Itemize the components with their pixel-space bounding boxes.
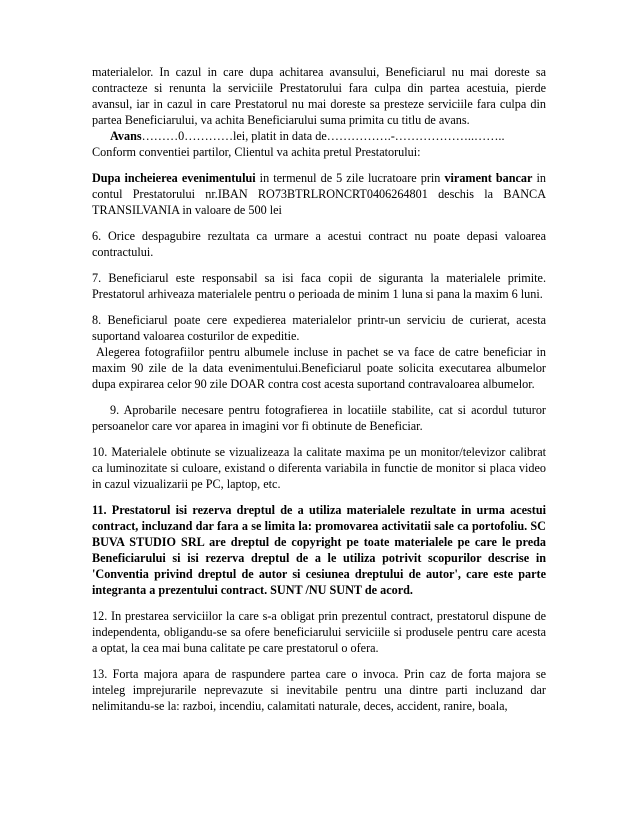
paragraph-conform: Conform conventiei partilor, Clientul va achita pretul Prestatorului: [92,145,421,159]
paragraph-9: 9. Aprobarile necesare pentru fotografierea in locatiile stabilite, cat si acordul tuturor persoanelor care vor aparea in imagini vor fi obtinute de Beneficiar. [92,403,546,433]
paragraph-10: 10. Materialele obtinute se vizualizeaza la calitate maxima pe un monitor/televizor calibrat ca luminozitate si culoare, existand o diferenta variabila in functie de monitor si placa video in cazul vizualizarii pe PC, laptop, etc. [92,445,546,491]
paragraph-8-albums: Alegerea fotografiilor pentru albumele incluse in pachet se va face de catre beneficiar in maxim 90 zile de la data evenimentului.Beneficiarul poate solicita executarea albumelor dupa expirarea celor 90 zile DOAR contra cost acesta suportand contravaloarea albumelor. [92,345,546,391]
paragraph-11-text: 11. Prestatorul isi rezerva dreptul de a utiliza materialele rezultate in urma acestui contract, incluzand dar fara a se limita la: promovarea activitatii sale ca portofoliu. SC BUVA STUDIO SRL are dreptul de copyright pe toate materialele pe care le preda Beneficiarului si isi rezerva dreptul de a le utiliza potrivit scopurilor descrise in 'Conventia privind dreptul de autor si cesiunea dreptului de autor', care este parte integranta a prezentului contract. SUNT /NU SUNT de acord. [92,503,546,597]
paragraph-8-shipping: 8. Beneficiarul poate cere expedierea materialelor printr-un serviciu de curierat, acesta suportand valoarea costurilor de expeditie. [92,313,546,343]
paragraph-avans-terms: materialelor. In cazul in care dupa achitarea avansului, Beneficiarul nu mai doreste sa contracteze si renunta la serviciile Prestatorului fara culpa din partea acestuia, pierde avansul, iar in cazul in care Prestatorul nu mai doreste sa presteze serviciile fara culpa din partea Beneficiarului, va achita Beneficiarului suma primita cu titlu de avans. [92,65,546,127]
paragraph-avans-amount [92,128,546,144]
paragraph-13: 13. Forta majora apara de raspundere partea care o invoca. Prin caz de forta majora se inteleg imprejurarile neprevazute si inevitabile pentru una dintre parti incluzand dar nelimitandu-se la: razboi, incendiu, calamitati naturale, deces, accident, ranire, boala, [92,667,546,713]
payment-bold-transfer: virament bancar [444,171,533,185]
avans-details: ………0…………lei, platit in data de…………….-………………..…….. [141,129,505,143]
paragraph-7: 7. Beneficiarul este responsabil sa isi faca copii de siguranta la materialele primite. Prestatorul arhiveaza materialele pentru o perioada de minim 1 luna si pana la maxim 6 luni. [92,271,546,301]
payment-bold-event: Dupa incheierea evenimentului [92,171,256,185]
payment-term: in termenul de 5 zile lucratoare prin [255,171,445,185]
paragraph-payment [92,170,546,218]
paragraph-6: 6. Orice despagubire rezultata ca urmare a acestui contract nu poate depasi valoarea contractului. [92,229,546,259]
payment-account: in contul Prestatorului nr.IBAN RO73BTRLRONCRT0406264801 deschis la BANCA TRANSILVANIA in valoare de 500 lei [92,171,546,217]
avans-label: Avans [110,129,142,143]
paragraph-11 [92,502,546,598]
paragraph-12: 12. In prestarea serviciilor la care s-a obligat prin prezentul contract, prestatorul dispune de independenta, obligandu-se sa ofere beneficiarului serviciile si produsele pentru care acesta a optat, la cea mai buna calitate pe care prestatorul o ofera. [92,609,546,655]
